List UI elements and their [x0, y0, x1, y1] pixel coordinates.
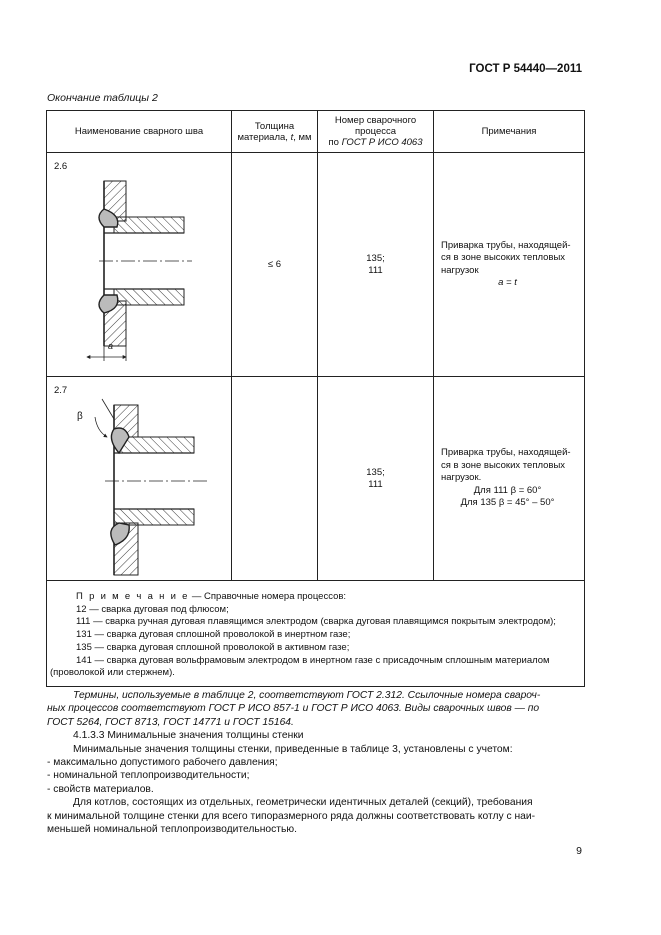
cell-process: 135; 111 — [318, 377, 434, 581]
cell-thickness: ≤ 6 — [232, 153, 318, 377]
row-number: 2.6 — [54, 161, 68, 172]
table-header-row — [47, 111, 585, 153]
bullet-item: - свойств материалов. — [47, 783, 154, 795]
angle-label: β — [77, 411, 83, 422]
table-footnote: П р и м е ч а н и е — Справочные номера процессов: 12 — сварка дуговая под флюсом; 111 — сварка ручная дуговая плавящимся электродом (сварка дуговая плавящимся покрытым электродом); 131 — сварка дуговая сплошной проволокой в инертном газе; 135 — сварка дуговая сплошной проволокой в активном газе; 141 — сварка дуговая вольфрамовым электродом в инертном газе с присадочным сплошным материалом (проволокой или стержнем). — [47, 581, 585, 687]
intro-text: Минимальные значения толщины стенки, приведенные в таблице 3, установлены с учетом: — [73, 743, 513, 755]
footnote-line: 141 — сварка дуговая вольфрамовым электродом в инертном газе с присадочным сплошным материалом — [76, 654, 550, 666]
body-text — [47, 689, 585, 836]
document-code: ГОСТ Р 54440—2011 — [469, 63, 582, 75]
footnote-line: 12 — сварка дуговая под флюсом; — [76, 603, 229, 615]
col-header-notes: Примечания — [434, 111, 585, 153]
weld-table — [46, 110, 585, 687]
page-number: 9 — [576, 845, 582, 857]
col-header-name: Наименование сварного шва — [47, 111, 232, 153]
cell-drawing-2-6 — [47, 153, 232, 377]
weld-drawing-2-7 — [47, 377, 232, 580]
cell-process: 135; 111 — [318, 153, 434, 377]
bullet-item: - максимально допустимого рабочего давления; — [47, 757, 278, 769]
row-number: 2.7 — [54, 385, 68, 396]
terms-paragraph: Термины, используемые в таблице 2, соответствуют ГОСТ 2.312. Ссылочные номера свароч- ных процессов соответствуют ГОСТ Р ИСО 857-1 и ГОСТ Р ИСО 4063. Виды сварочных швов — по ГОСТ 5264, ГОСТ 8713, ГОСТ 14771 и ГОСТ 15164. — [47, 690, 541, 728]
dimension-label: a — [108, 341, 114, 351]
col-header-thickness: Толщина материала, t, мм — [232, 111, 318, 153]
col-header-process: Номер сварочного процесса по ГОСТ Р ИСО 4063 — [318, 111, 434, 153]
table-row — [47, 153, 585, 377]
cell-notes: Приварка трубы, находящей- ся в зоне высоких тепловых нагрузок. Для 111 β = 60° Для 135 β = 45° – 50° — [434, 377, 585, 581]
footnote-line: 111 — сварка ручная дуговая плавящимся электродом (сварка дуговая плавящимся покрытым электродом); — [76, 616, 556, 628]
footnote-line: 131 — сварка дуговая сплошной проволокой в инертном газе; — [76, 629, 351, 641]
cell-notes: Приварка трубы, находящей- ся в зоне высоких тепловых нагрузок a = t — [434, 153, 585, 377]
section-heading: 4.1.3.3 Минимальные значения толщины стенки — [73, 730, 304, 742]
cell-thickness — [232, 377, 318, 581]
table-footnote-row — [47, 581, 585, 687]
weld-drawing-2-6 — [47, 153, 232, 376]
table-row — [47, 377, 585, 581]
cell-drawing-2-7 — [47, 377, 232, 581]
bullet-item: - номинальной теплопроизводительности; — [47, 770, 250, 782]
footnote-line: 135 — сварка дуговая сплошной проволокой в активном газе; — [76, 641, 350, 653]
boiler-paragraph: Для котлов, состоящих из отдельных, геометрически идентичных деталей (секций), требования к минимальной толщине стенки для всего типоразмерного ряда должны соответствовать котлу с наи- меньшей номинальной теплопроизводительностью. — [47, 797, 536, 836]
footnote-line: (проволокой или стержнем). — [50, 667, 175, 679]
table-caption: Окончание таблицы 2 — [47, 92, 158, 104]
